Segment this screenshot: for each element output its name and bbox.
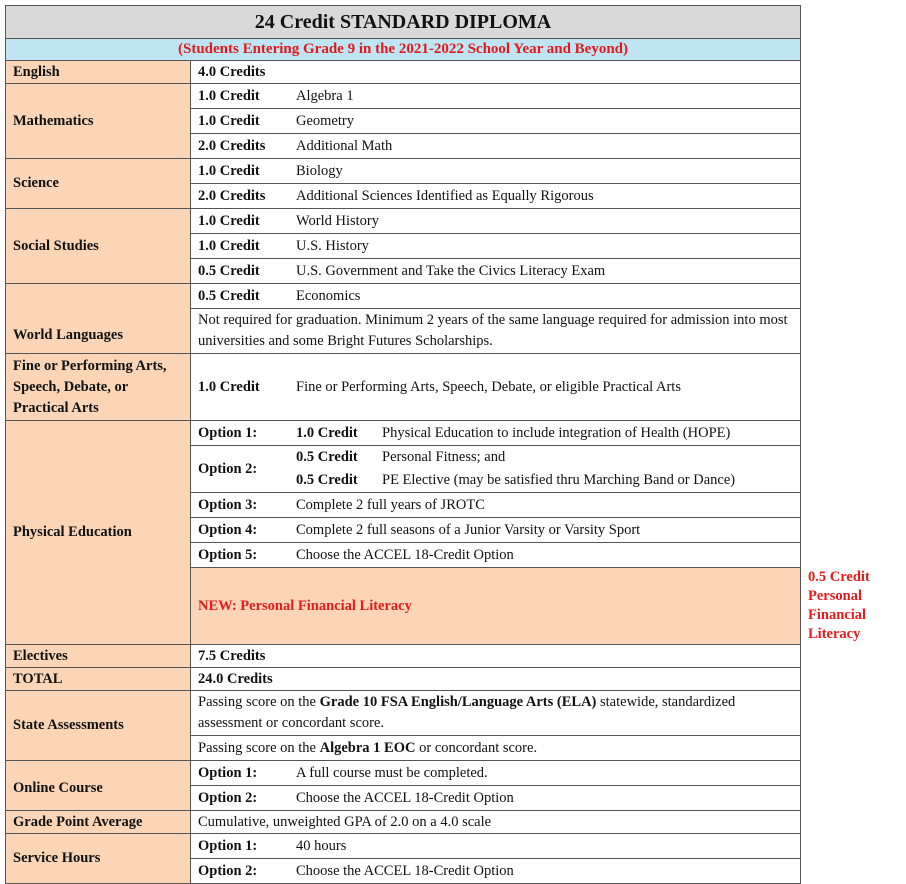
credit-value: 1.0 Credit — [198, 112, 260, 129]
arts-row — [6, 354, 801, 421]
category-mathematics: Mathematics — [6, 84, 191, 159]
course-name: Economics — [296, 287, 361, 304]
total-row — [6, 668, 801, 691]
course-name: Additional Sciences Identified as Equally Rigorous — [296, 187, 594, 204]
category-gpa: Grade Point Average — [6, 811, 191, 834]
credit-value: 2.0 Credits — [198, 137, 266, 154]
assessment-text: Passing score on the — [198, 739, 320, 756]
diploma-requirements-sheet — [5, 5, 870, 879]
title-row — [6, 6, 801, 39]
category-world-languages: World Languages — [6, 284, 191, 354]
math-course-row — [191, 109, 801, 134]
assessment-text: or concordant score. — [415, 739, 538, 756]
credit-value: 1.0 Credit — [198, 212, 260, 229]
course-name: Geometry — [296, 112, 354, 129]
category-english: English — [6, 61, 191, 84]
online-option-1 — [191, 761, 801, 786]
social-row — [6, 209, 801, 234]
option-label: Option 2: — [198, 789, 258, 806]
assessment-bold-text: Algebra 1 EOC — [319, 739, 416, 756]
page-title: 24 Credit STANDARD DIPLOMA — [6, 6, 801, 39]
math-course-row — [191, 84, 801, 109]
social-course-row — [191, 284, 801, 309]
option-label: Option 2: — [198, 460, 258, 477]
assessments-row — [6, 691, 801, 736]
subtitle-row — [6, 39, 801, 61]
credit-value: 1.0 Credit — [198, 378, 260, 395]
service-option-2 — [191, 859, 801, 884]
credit-value: 0.5 Credit — [296, 472, 358, 488]
credit-value: 0.5 Credit — [198, 287, 260, 304]
category-total: TOTAL — [6, 668, 191, 691]
option-label: Option 4: — [198, 521, 258, 538]
gpa-row — [6, 811, 801, 834]
electives-row — [6, 645, 801, 668]
course-name: Additional Math — [296, 137, 393, 154]
pe-option-3 — [191, 493, 801, 518]
category-service-hours: Service Hours — [6, 834, 191, 884]
credit-value: 0.5 Credit — [296, 449, 358, 465]
option-label: Option 3: — [198, 496, 258, 513]
science-row — [6, 159, 801, 184]
option-label: Option 5: — [198, 546, 258, 563]
option-text: PE Elective (may be satisfied thru Marching Band or Dance) — [382, 472, 736, 488]
category-state-assessments: State Assessments — [6, 691, 191, 761]
option-text: Complete 2 full years of JROTC — [296, 496, 485, 513]
credit-value: 1.0 Credit — [198, 162, 260, 179]
assessment-ela — [191, 691, 801, 736]
service-row — [6, 834, 801, 859]
category-electives: Electives — [6, 645, 191, 668]
gpa-text: Cumulative, unweighted GPA of 2.0 on a 4.0 scale — [191, 811, 801, 834]
total-credits: 24.0 Credits — [191, 668, 801, 691]
page-subtitle: (Students Entering Grade 9 in the 2021-2022 School Year and Beyond) — [6, 39, 801, 61]
pe-option-4 — [191, 518, 801, 543]
arts-course-row — [191, 354, 801, 421]
credit-value: 1.0 Credit — [198, 237, 260, 254]
english-credits: 4.0 Credits — [191, 61, 801, 84]
course-name: World History — [296, 212, 380, 229]
pe-option-5 — [191, 543, 801, 568]
math-course-row — [191, 134, 801, 159]
online-row — [6, 761, 801, 786]
option-label: Option 1: — [198, 837, 258, 854]
online-option-2 — [191, 786, 801, 811]
course-name: U.S. History — [296, 237, 369, 254]
social-course-row — [191, 234, 801, 259]
pe-option-2 — [191, 446, 801, 493]
category-science: Science — [6, 159, 191, 209]
option-text: A full course must be completed. — [296, 764, 488, 781]
option-text: Physical Education to include integration of Health (HOPE) — [382, 424, 731, 441]
option-text: 40 hours — [296, 837, 347, 854]
requirements-table — [5, 5, 870, 884]
category-social-studies: Social Studies — [6, 209, 191, 284]
course-name: Algebra 1 — [296, 87, 354, 104]
science-course-row — [191, 184, 801, 209]
course-name: Personal Financial Literacy — [808, 588, 867, 642]
category-physical-education: Physical Education — [6, 421, 191, 645]
social-course-row — [191, 259, 801, 284]
electives-credits: 7.5 Credits — [191, 645, 801, 668]
option-text: Personal Fitness; and — [382, 449, 506, 465]
category-personal-financial-literacy: NEW: Personal Financial Literacy — [191, 568, 801, 645]
option-text: Choose the ACCEL 18-Credit Option — [296, 546, 514, 563]
social-course-row — [191, 209, 801, 234]
course-name: U.S. Government and Take the Civics Literacy Exam — [296, 262, 606, 279]
credit-value: 1.0 Credit — [198, 87, 260, 104]
option-text: Choose the ACCEL 18-Credit Option — [296, 862, 514, 879]
credit-value: 1.0 Credit — [296, 424, 358, 441]
assessment-algebra — [191, 736, 801, 761]
english-row — [6, 61, 801, 84]
course-name: Biology — [296, 162, 343, 179]
world-languages-text: Not required for graduation. Minimum 2 years of the same language required for admission into most universities and some Bright Futures Scholarships. — [191, 309, 801, 354]
option-label: Option 1: — [198, 424, 258, 441]
economics-row — [6, 284, 801, 309]
option-label: Option 2: — [198, 862, 258, 879]
math-row — [6, 84, 801, 109]
pe-option-1 — [191, 421, 801, 446]
service-option-1 — [191, 834, 801, 859]
credit-value: 0.5 Credit — [808, 569, 870, 585]
option-label: Option 1: — [198, 764, 258, 781]
option-text: Complete 2 full seasons of a Junior Varsity or Varsity Sport — [296, 521, 641, 538]
course-name: Fine or Performing Arts, Speech, Debate, or eligible Practical Arts — [296, 378, 681, 395]
science-course-row — [191, 159, 801, 184]
category-arts: Fine or Performing Arts, Speech, Debate, or Practical Arts — [6, 354, 191, 421]
assessment-text: Passing score on the — [198, 694, 320, 710]
assessment-bold-text: Grade 10 FSA English/Language Arts (ELA) — [319, 694, 597, 710]
category-online-course: Online Course — [6, 761, 191, 811]
credit-value: 0.5 Credit — [198, 262, 260, 279]
option-text: Choose the ACCEL 18-Credit Option — [296, 789, 514, 806]
assessment-text: statewide, standardized assessment or concordant score. — [198, 694, 736, 731]
credit-value: 2.0 Credits — [198, 187, 266, 204]
pe-row — [6, 421, 801, 446]
